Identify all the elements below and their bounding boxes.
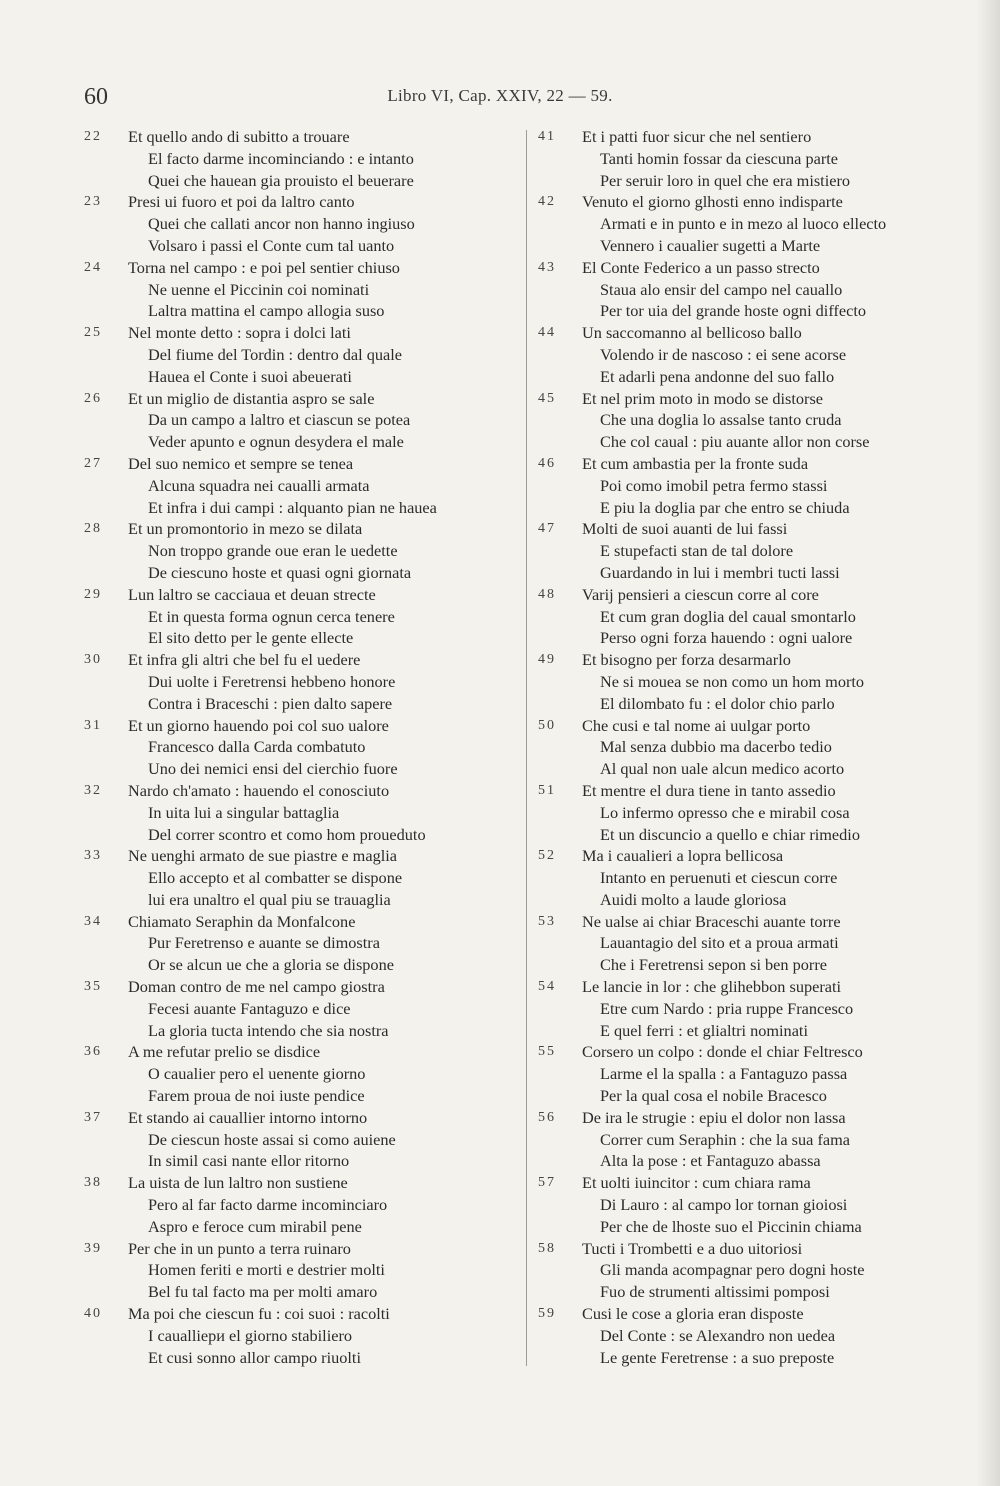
verse-line: E quel ferri : et glialtri nominati [600,1020,808,1040]
stanza [538,715,978,780]
verse-line: Contra i Braceschi : pien dalto sapere [148,693,393,713]
stanza-number: 39 [84,1240,102,1256]
verse-line: O caualier pero el uenente giorno [148,1064,366,1084]
stanza-number: 51 [538,782,556,798]
stanza [84,388,524,453]
verse-line: El sito detto per le gente ellecte [148,628,354,648]
verse-line: Aspro e feroce cum mirabil pene [148,1216,362,1236]
stanza [84,1238,524,1303]
verse-line: Armati e in punto e in mezo al luoco ellecto [600,214,887,234]
verse-line: Et adarli pena andonne del suo fallo [600,366,835,386]
verse-line: Corsero un colpo : donde el chiar Feltresco [582,1042,863,1062]
stanza [84,780,524,845]
stanza-number: 56 [538,1109,556,1125]
page-number: 60 [84,84,108,110]
stanza-number: 24 [84,259,102,275]
verse-line: Lauantagio del sito et a proua armati [600,933,839,953]
stanza [84,584,524,649]
stanza-number: 46 [538,455,556,471]
verse-line: Et uolti iuincitor : cum chiara rama [582,1173,811,1193]
stanza [538,1238,978,1303]
verse-line: Che i Feretrensi sepon si ben porre [600,955,827,975]
stanza-number: 52 [538,848,556,864]
verse-line: Per che in un punto a terra ruinaro [128,1238,351,1258]
stanza [538,322,978,387]
verse-line: Che col caual : piu auante allor non corse [600,432,870,452]
verse-line: Chiamato Seraphin da Monfalcone [128,911,356,931]
verse-line: Lun laltro se cacciaua et deuan strecte [128,584,376,604]
verse-line: Ne ualse ai chiar Braceschi auante torre [582,911,841,931]
verse-line: Pur Feretrenso e auante se dimostra [148,933,380,953]
verse-line: Alta la pose : et Fantaguzo abassa [600,1151,821,1171]
verse-line: Ello accepto et al combatter se dispone [148,868,403,888]
stanza-number: 23 [84,194,102,210]
verse-line: Ne uenghi armato de sue piastre e maglia [128,846,397,866]
verse-line: Per tor uia del grande hoste ogni diffecto [600,301,867,321]
verse-line: Correr cum Seraphin : che la sua fama [600,1129,850,1149]
stanza [538,388,978,453]
verse-line: Varij pensieri a ciescun corre al core [582,584,819,604]
stanza [538,126,978,191]
stanza-number: 58 [538,1240,556,1256]
stanza-number: 22 [84,129,102,144]
verse-line: Et in questa forma ognun cerca tenere [148,606,395,626]
verse-line: Et quello ando di subitto a trouare [128,127,350,146]
running-title: Libro VI, Cap. XXIV, 22 — 59. [387,86,613,105]
verse-line: Ma poi che ciescun fu : coi suoi : racolti [128,1304,390,1324]
stanza-number: 42 [538,194,556,210]
verse-line: Per seruir loro in quel che era mistiero [600,170,851,190]
stanza-number: 29 [84,586,102,602]
stanza-number: 33 [84,848,102,864]
stanza [84,518,524,583]
stanza-number: 40 [84,1306,102,1322]
stanza [538,1172,978,1237]
verse-line: Farem proua de noi iuste pendice [148,1086,365,1106]
verse-line: Non troppo grande oue eran le uedette [148,541,398,561]
verse-line: Volsaro i passi el Conte cum tal uanto [148,235,395,255]
stanza-number: 27 [84,455,102,471]
stanza [538,518,978,583]
verse-line: Staua alo ensir del campo nel cauallo [600,279,843,299]
stanza [538,845,978,910]
verse-line: Le lancie in lor : che glihebbon superati [582,977,842,997]
verse-line: Quei che hauean gia prouisto el beuerare [148,170,414,190]
verse-line: La gloria tucta intendo che sia nostra [148,1020,389,1040]
verse-line: Dui uolte i Feretrensi hebbeno honore [148,671,396,691]
verse-line: Di Lauro : al campo lor tornan gioiosi [600,1195,848,1215]
stanza [84,191,524,256]
stanza [84,911,524,976]
verse-line: I caualliери el giorno stabiliero [148,1325,353,1345]
verse-line: E piu la doglia par che entro se chiuda [600,497,850,517]
verse-line: Pero al far facto darme incominciaro [148,1195,388,1215]
stanza-number: 37 [84,1109,102,1125]
verse-line: Del Conte : se Alexandro non uedea [600,1325,836,1345]
stanza [84,715,524,780]
verse-line: Un saccomanno al bellicoso ballo [582,323,802,343]
verse-line: Et un miglio de distantia aspro se sale [128,388,375,408]
stanza-number: 31 [84,717,102,733]
verse-line: Quei che callati ancor non hanno ingiuso [148,214,415,234]
stanza-number: 57 [538,1175,556,1191]
verse-line: In uita lui a singular battaglia [148,802,340,822]
stanza [538,1041,978,1106]
verse-line: Presi ui fuoro et poi da laltro canto [128,192,355,212]
page-spine-shadow [976,0,1000,1486]
verse-line: Vennero i caualier sugetti a Marte [600,235,821,255]
stanza [84,126,524,191]
verse-line: Et nel prim moto in modo se distorse [582,388,824,408]
verse-line: Ne si mouea se non como un hom morto [600,671,865,691]
stanza-number: 55 [538,1044,556,1060]
stanza-number: 50 [538,717,556,733]
verse-line: Gli manda acompagnar pero dogni hoste [600,1260,865,1280]
stanza [84,649,524,714]
column-divider [526,130,527,1366]
stanza [538,780,978,845]
verse-line: Et cum gran doglia del caual smontarlo [600,606,856,626]
stanza-number: 34 [84,913,102,929]
verse-line: Et un giorno hauendo poi col suo ualore [128,715,389,735]
verse-line: Et stando ai cauallier intorno intorno [128,1107,368,1127]
verse-line: Etre cum Nardo : pria ruppe Francesco [600,998,854,1018]
stanza [538,1107,978,1172]
stanza-number: 32 [84,782,102,798]
verse-line: Veder apunto e ognun desydera el male [148,432,404,452]
stanza-number: 49 [538,652,556,668]
verse-line: Et cusi sonno allor campo riuolti [148,1347,361,1367]
verse-line: Ma i caualieri a lopra bellicosa [582,846,784,866]
stanza [538,453,978,518]
verse-line: Et infra gli altri che bel fu el uedere [128,650,361,670]
stanza [84,1107,524,1172]
stanza [538,1303,978,1368]
verse-line: Ne uenne el Piccinin coi nominati [148,279,370,299]
verse-line: E stupefacti stan de tal dolore [600,541,794,561]
verse-line: Venuto el giorno glhosti enno indisparte [582,192,843,212]
verse-line: De ciescuno hoste et quasi ogni giornata [148,562,412,582]
stanza [84,322,524,387]
verse-line: Alcuna squadra nei caualli armata [148,475,370,495]
verse-line: El Conte Federico a un passo strecto [582,257,820,277]
left-column [84,126,524,1368]
verse-line: Tanti homin fossar da ciescuna parte [600,148,839,168]
verse-line: Poi como imobil petra fermo stassi [600,475,828,495]
stanza-number: 44 [538,325,556,341]
stanza-number: 53 [538,913,556,929]
verse-line: Et mentre el dura tiene in tanto assedio [582,780,836,800]
verse-line: A me refutar prelio se disdice [128,1042,321,1062]
right-column [538,126,978,1368]
stanza [84,257,524,322]
stanza-number: 54 [538,979,556,995]
verse-line: Et un promontorio in mezo se dilata [128,519,363,539]
verse-line: Perso ogni forza hauendo : ogni ualore [600,628,853,648]
stanza [84,976,524,1041]
verse-line: Francesco dalla Carda combatuto [148,737,366,757]
verse-line: Et i patti fuor sicur che nel sentiero [582,127,812,146]
stanza [538,649,978,714]
verse-line: Or se alcun ue che a gloria se dispone [148,955,394,975]
stanza [84,1303,524,1368]
stanza [84,453,524,518]
stanza [538,911,978,976]
verse-line: Fuo de strumenti altissimi pomposi [600,1282,830,1302]
stanza-number: 48 [538,586,556,602]
stanza-number: 25 [84,325,102,341]
stanza-number: 36 [84,1044,102,1060]
verse-line: Da un campo a laltro et ciascun se potea [148,410,411,430]
stanza-number: 59 [538,1306,556,1322]
verse-line: Mal senza dubbio ma dacerbo tedio [600,737,832,757]
stanza-number: 41 [538,129,556,144]
verse-line: De ira le strugie : epiu el dolor non lassa [582,1107,846,1127]
verse-line: Et cum ambastia per la fronte suda [582,453,809,473]
stanza-number: 43 [538,259,556,275]
verse-line: El facto darme incominciando : e intanto [148,148,414,168]
verse-line: Hauea el Conte i suoi abeuerati [148,366,352,386]
verse-line: Del suo nemico et sempre se tenea [128,453,354,473]
verse-line: Intanto en peruenuti et ciescun corre [600,868,838,888]
verse-line: Doman contro de me nel campo giostra [128,977,385,997]
verse-line: Bel fu tal facto ma per molti amaro [148,1282,378,1302]
stanza-number: 30 [84,652,102,668]
verse-line: Molti de suoi auanti de lui fassi [582,519,788,539]
verse-line: Nardo ch'amato : hauendo el conosciuto [128,780,390,800]
stanza [538,257,978,322]
stanza-number: 26 [84,390,102,406]
verse-line: La uista de lun laltro non sustiene [128,1173,348,1193]
verse-line: Che una doglia lo assalse tanto cruda [600,410,842,430]
verse-line: Tucti i Trombetti e a duo uitoriosi [582,1238,803,1258]
verse-line: Volendo ir de nascoso : ei sene acorse [600,344,847,364]
stanza-number: 45 [538,390,556,406]
verse-line: Cusi le cose a gloria eran disposte [582,1304,804,1324]
stanza [84,1172,524,1237]
stanza-number: 47 [538,521,556,537]
verse-line: De ciescun hoste assai si como auiene [148,1129,396,1149]
verse-line: Laltra mattina el campo allogia suso [148,301,385,321]
stanza-number: 38 [84,1175,102,1191]
verse-line: Del fiume del Tordin : dentro dal quale [148,344,403,364]
verse-line: Guardando in lui i membri tucti lassi [600,562,840,582]
stanza [538,191,978,256]
verse-line: lui era unaltro el qual piu se trauaglia [148,889,391,909]
verse-line: Per che de lhoste suo el Piccinin chiama [600,1216,862,1236]
stanza-number: 28 [84,521,102,537]
verse-line: Homen feriti e morti e destrier molti [148,1260,385,1280]
verse-line: El dilombato fu : el dolor chio parlo [600,693,835,713]
verse-line: Uno dei nemici ensi del cierchio fuore [148,759,398,779]
stanza-number: 35 [84,979,102,995]
verse-line: Lo infermo opresso che e mirabil cosa [600,802,850,822]
verse-line: Che cusi e tal nome ai uulgar porto [582,715,811,735]
verse-line: Fecesi auante Fantaguzo e dice [148,998,351,1018]
verse-line: Et infra i dui campi : alquanto pian ne hauea [148,497,437,517]
verse-line: Del correr scontro et como hom proueduto [148,824,426,844]
verse-line: Larme el la spalla : a Fantaguzo passa [600,1064,848,1084]
stanza [84,845,524,910]
verse-line: Al qual non uale alcun medico acorto [600,759,845,779]
verse-line: Et un discuncio a quello e chiar rimedio [600,824,860,844]
verse-line: In simil casi nante ellor ritorno [148,1151,350,1171]
stanza [84,1041,524,1106]
verse-line: Auidi molto a laude gloriosa [600,889,787,909]
verse-line: Le gente Feretrense : a suo preposte [600,1347,835,1367]
verse-line: Per la qual cosa el nobile Bracesco [600,1086,827,1106]
stanza [538,584,978,649]
verse-line: Et bisogno per forza desarmarlo [582,650,791,670]
stanza [538,976,978,1041]
verse-line: Torna nel campo : e poi pel sentier chiuso [128,257,400,277]
verse-line: Nel monte detto : sopra i dolci lati [128,323,351,343]
